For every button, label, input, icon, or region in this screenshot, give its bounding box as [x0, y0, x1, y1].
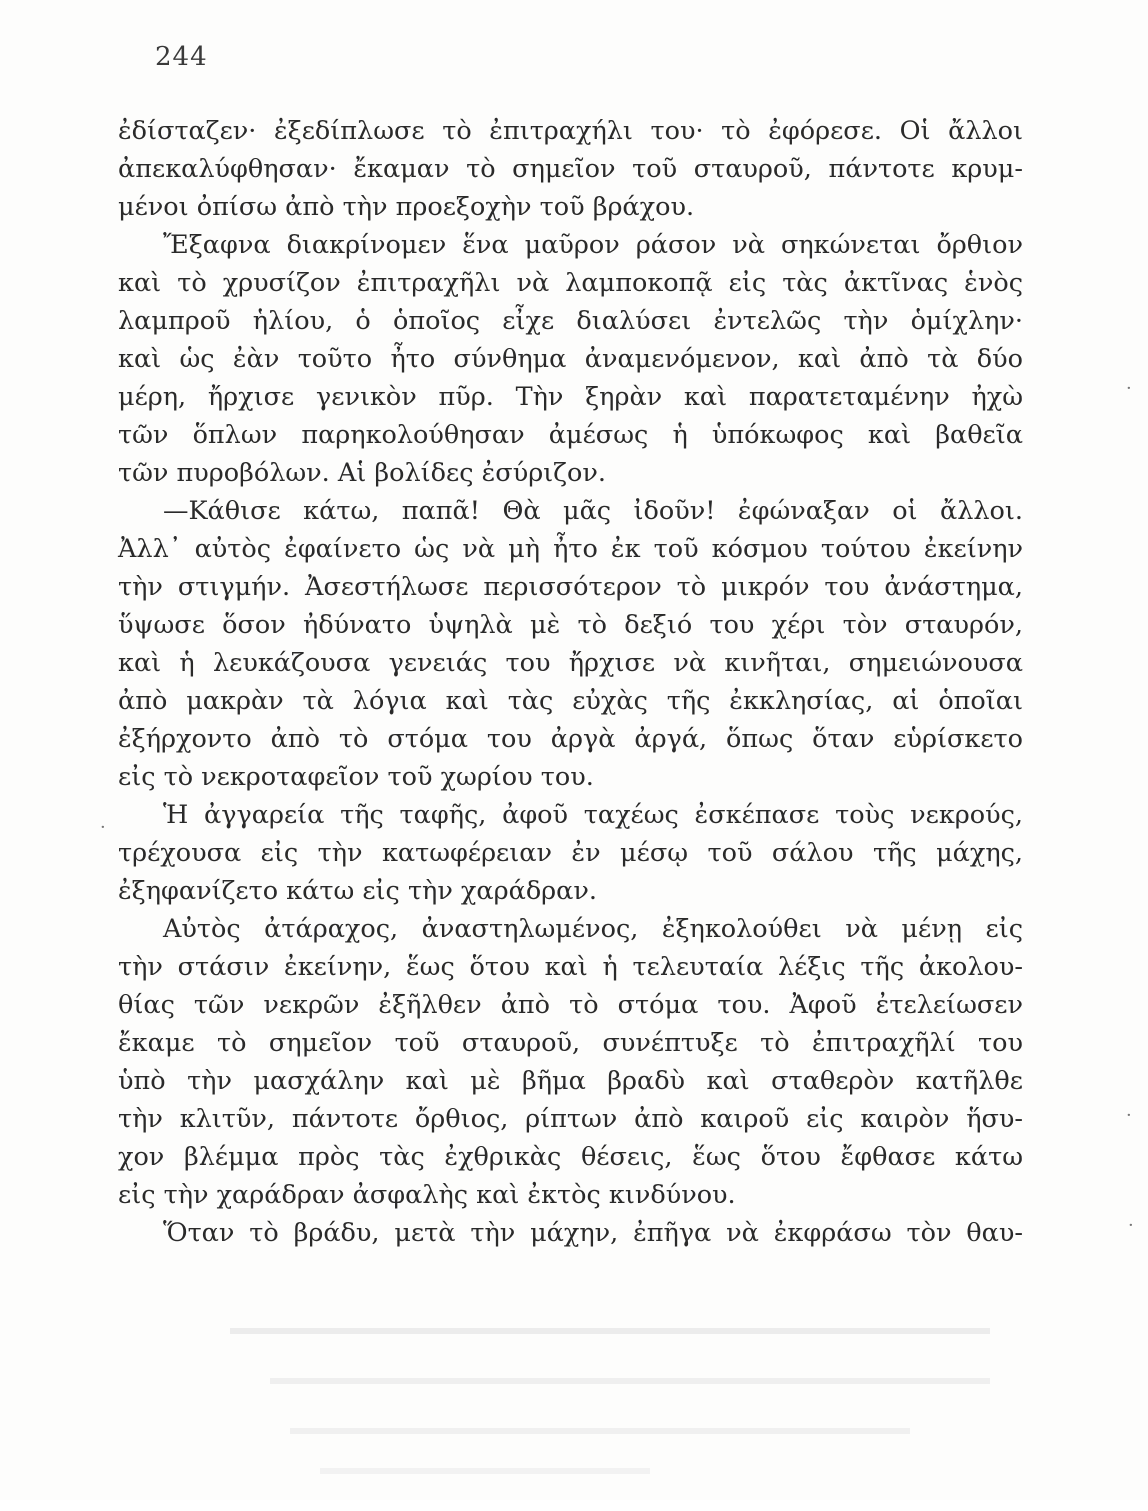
text-line: Ἡ ἀγγαρεία τῆς ταφῆς, ἀφοῦ ταχέως ἐσκέπασε τοὺς νεκρούς,: [163, 800, 1023, 830]
text-line: ἀπὸ μακρὰν τὰ λόγια καὶ τὰς εὐχὰς τῆς ἐκκλησίας, αἱ ὁποῖαι: [118, 686, 1023, 716]
text-line: τὴν στιγμήν. Ἀσεστήλωσε περισσότερον τὸ μικρόν του ἀνάστημα,: [118, 572, 1023, 602]
text-line: καὶ ὡς ἐὰν τοῦτο ἦτο σύνθημα ἀναμενόμενον, καὶ ἀπὸ τὰ δύο: [118, 344, 1023, 374]
text-line: ἀπεκαλύφθησαν· ἔκαμαν τὸ σημεῖον τοῦ σταυροῦ, πάντοτε κρυμ-: [118, 154, 1023, 184]
margin-mark: ·: [1126, 1105, 1132, 1126]
text-line: καὶ ἡ λευκάζουσα γενειάς του ἤρχισε νὰ κινῆται, σημειώνουσα: [118, 648, 1023, 678]
text-line: καὶ τὸ χρυσίζον ἐπιτραχῆλι νὰ λαμποκοπᾷ εἰς τὰς ἀκτῖνας ἑνὸς: [118, 268, 1023, 298]
text-line: τὴν στάσιν ἐκείνην, ἕως ὅτου καὶ ἡ τελευταία λέξις τῆς ἀκολου-: [118, 952, 1023, 982]
text-line: θίας τῶν νεκρῶν ἐξῆλθεν ἀπὸ τὸ στόμα του. Ἀφοῦ ἐτελείωσεν: [118, 990, 1023, 1020]
text-line: εἰς τὴν χαράδραν ἀσφαλὴς καὶ ἐκτὸς κινδύνου.: [118, 1180, 736, 1210]
body-text: [118, 112, 1023, 1252]
text-line: ὕψωσε ὅσον ἠδύνατο ὑψηλὰ μὲ τὸ δεξιό του χέρι τὸν σταυρόν,: [118, 610, 1023, 640]
page-number: 244: [155, 42, 208, 72]
text-line: τῶν ὅπλων παρηκολούθησαν ἀμέσως ἡ ὑπόκωφος καὶ βαθεῖα: [118, 420, 1023, 450]
show-through-smudge: [230, 1318, 1020, 1511]
text-line: ἐξήρχοντο ἀπὸ τὸ στόμα του ἀργὰ ἀργά, ὅπως ὅταν εὑρίσκετο: [118, 724, 1023, 754]
text-line: ἐδίσταζεν· ἐξεδίπλωσε τὸ ἐπιτραχήλι του· τὸ ἐφόρεσε. Οἱ ἄλλοι: [118, 116, 1023, 146]
text-line: τὴν κλιτῦν, πάντοτε ὄρθιος, ρίπτων ἀπὸ καιροῦ εἰς καιρὸν ἥσυ-: [118, 1104, 1023, 1134]
text-line: ἔκαμε τὸ σημεῖον τοῦ σταυροῦ, συνέπτυξε τὸ ἐπιτραχῆλί του: [118, 1028, 1023, 1058]
text-line: τῶν πυροβόλων. Αἱ βολίδες ἐσύριζον.: [118, 458, 606, 488]
text-line: μέρη, ἤρχισε γενικὸν πῦρ. Τὴν ξηρὰν καὶ παρατεταμένην ἠχὼ: [118, 382, 1023, 412]
text-line: Ὅταν τὸ βράδυ, μετὰ τὴν μάχην, ἐπῆγα νὰ ἐκφράσω τὸν θαυ-: [163, 1218, 1023, 1248]
text-line: ὑπὸ τὴν μασχάλην καὶ μὲ βῆμα βραδὺ καὶ σταθερὸν κατῆλθε: [118, 1066, 1023, 1096]
text-line: Ἔξαφνα διακρίνομεν ἕνα μαῦρον ράσον νὰ σηκώνεται ὄρθιον: [163, 230, 1023, 260]
text-line: τρέχουσα εἰς τὴν κατωφέρειαν ἐν μέσῳ τοῦ σάλου τῆς μάχης,: [118, 838, 1023, 868]
text-line: ἐξηφανίζετο κάτω εἰς τὴν χαράδραν.: [118, 876, 597, 906]
text-line: Αὐτὸς ἀτάραχος, ἀναστηλωμένος, ἐξηκολούθει νὰ μένῃ εἰς: [163, 914, 1023, 944]
margin-mark: ·: [100, 817, 106, 838]
text-line: χον βλέμμα πρὸς τὰς ἐχθρικὰς θέσεις, ἕως ὅτου ἔφθασε κάτω: [118, 1142, 1023, 1172]
text-line: Ἀλλ᾽ αὐτὸς ἐφαίνετο ὡς νὰ μὴ ἦτο ἐκ τοῦ κόσμου τούτου ἐκείνην: [118, 534, 1023, 564]
margin-mark: ·: [1126, 378, 1132, 399]
text-line: λαμπροῦ ἡλίου, ὁ ὁποῖος εἶχε διαλύσει ἐντελῶς τὴν ὁμίχλην·: [118, 306, 1023, 336]
margin-mark: ·: [1128, 1215, 1134, 1236]
text-line: μένοι ὀπίσω ἀπὸ τὴν προεξοχὴν τοῦ βράχου.: [118, 192, 695, 222]
bleed-through-shape: [230, 1318, 1020, 1498]
text-line: εἰς τὸ νεκροταφεῖον τοῦ χωρίου του.: [118, 762, 594, 792]
text-line: —Κάθισε κάτω, παπᾶ! Θὰ μᾶς ἰδοῦν! ἐφώναξαν οἱ ἄλλοι.: [163, 496, 1023, 526]
